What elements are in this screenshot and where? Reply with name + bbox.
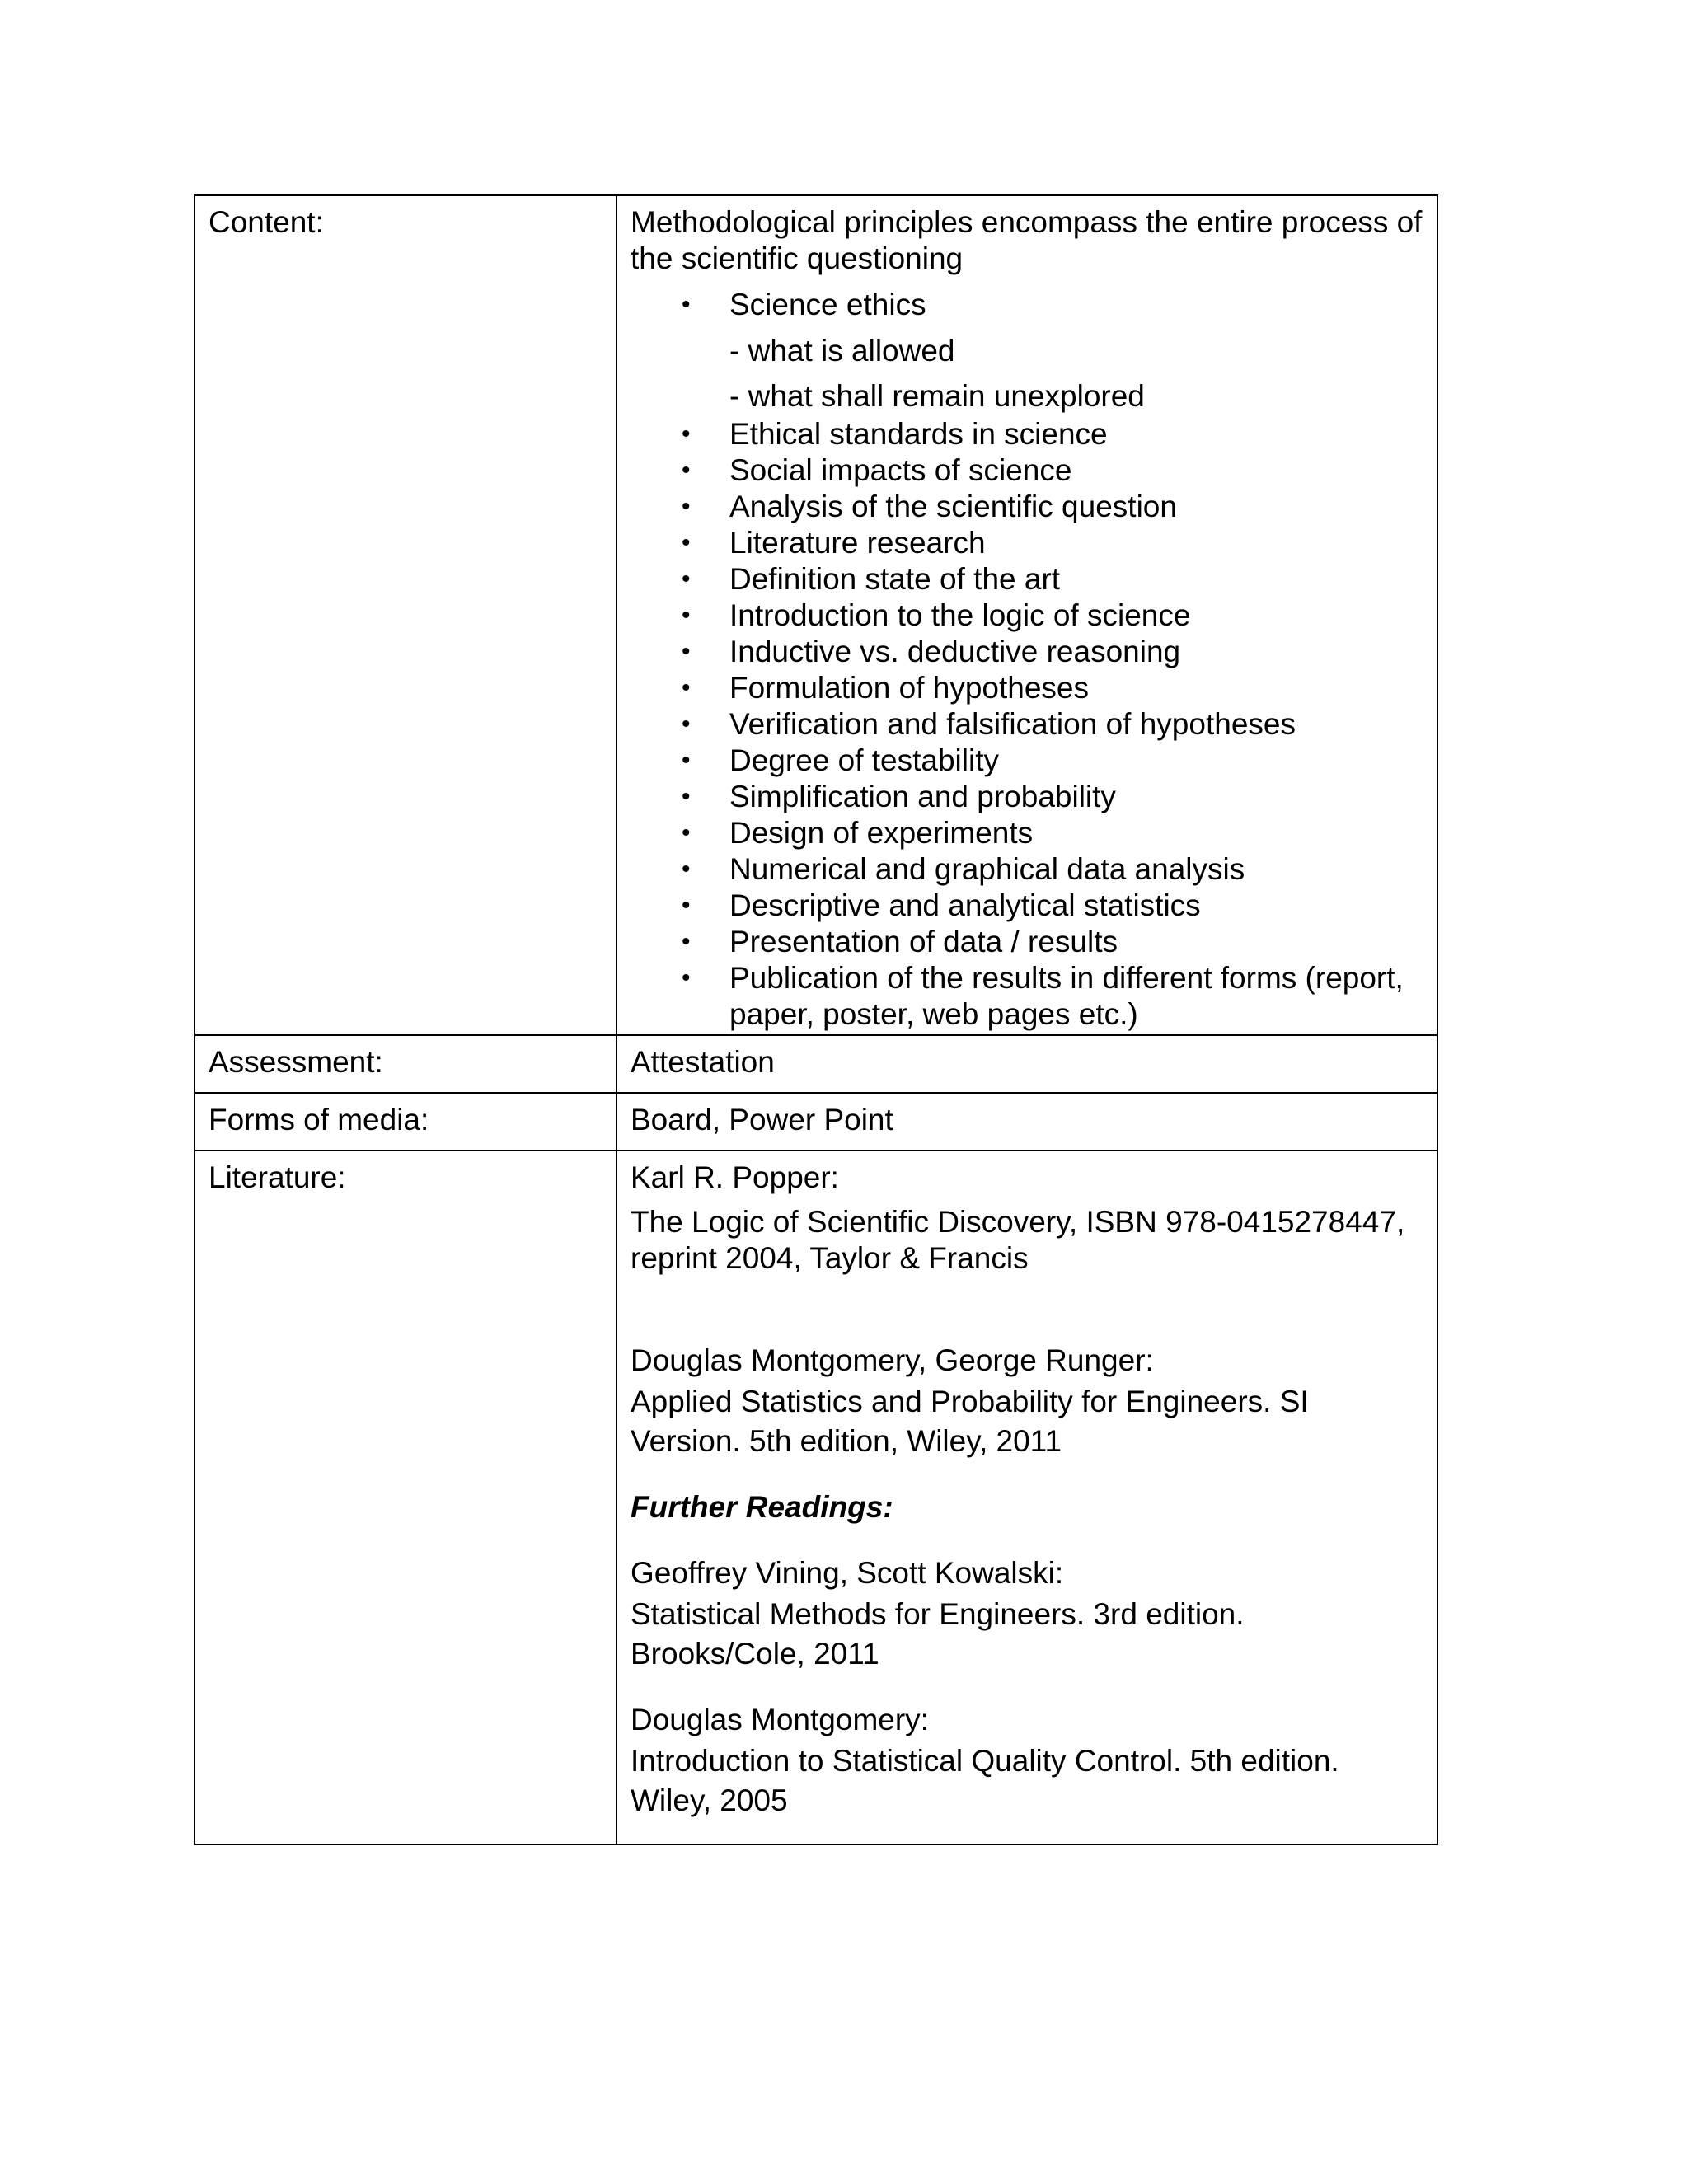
topic-label: Literature research [729, 526, 986, 560]
bullet-icon: • [682, 291, 691, 318]
topic-label: Science ethics [729, 288, 926, 321]
bullet-icon: • [682, 529, 691, 556]
topic-label: Analysis of the scientific question [729, 490, 1177, 523]
topic-label: Numerical and graphical data analysis [729, 852, 1245, 886]
literature-author: Douglas Montgomery, George Runger: [631, 1343, 1154, 1377]
topic-item [682, 888, 1423, 924]
topic-label: Degree of testability [729, 743, 1000, 777]
topic-item [682, 452, 1423, 489]
topic-label: Inductive vs. deductive reasoning [729, 635, 1181, 668]
literature-work: Applied Statistics and Probability for Engineers. SI Version. 5th edition, Wiley, 2011 [631, 1385, 1309, 1458]
topic-label: Formulation of hypotheses [729, 671, 1090, 705]
topic-item [682, 287, 1423, 416]
topic-label: Introduction to the logic of science [729, 598, 1191, 632]
topic-item [682, 743, 1423, 779]
topic-item [682, 489, 1423, 525]
bullet-icon: • [682, 565, 691, 593]
topic-label: Design of experiments [729, 816, 1034, 850]
literature-work: The Logic of Scientific Discovery, ISBN 978-0415278447, reprint 2004, Taylor & Francis [631, 1205, 1405, 1275]
media-value: Board, Power Point [617, 1093, 1437, 1151]
further-readings-heading: Further Readings: [631, 1490, 893, 1524]
topic-subitem: - what is allowed [729, 334, 955, 368]
literature-author: Geoffrey Vining, Scott Kowalski: [631, 1556, 1064, 1590]
topic-item [682, 670, 1423, 706]
topic-item [682, 924, 1423, 960]
topic-label: Definition state of the art [729, 562, 1061, 596]
topic-item [682, 634, 1423, 670]
topic-label: Descriptive and analytical statistics [729, 888, 1201, 922]
bullet-icon: • [682, 964, 691, 991]
bullet-icon: • [682, 457, 691, 484]
topic-item [682, 851, 1423, 888]
bullet-icon: • [682, 783, 691, 810]
assessment-value: Attestation [617, 1035, 1437, 1093]
bullet-icon: • [682, 819, 691, 846]
topic-label: Ethical standards in science [729, 417, 1108, 451]
topic-label: Presentation of data / results [729, 925, 1118, 958]
content-row [195, 195, 1437, 1035]
module-description-table [194, 194, 1438, 1845]
content-value [617, 195, 1437, 1035]
literature-entry [631, 1555, 1423, 1674]
topic-label: Social impacts of science [729, 453, 1072, 487]
literature-work: Introduction to Statistical Quality Control. 5th edition. Wiley, 2005 [631, 1744, 1339, 1817]
topic-label: Publication of the results in different forms (report, paper, poster, web pages etc.) [729, 961, 1404, 1031]
topic-item [682, 525, 1423, 561]
literature-entry [631, 1702, 1423, 1821]
content-intro: Methodological principles encompass the entire process of the scientific questioning [631, 205, 1423, 275]
content-label: Content: [195, 195, 617, 1035]
bullet-icon: • [682, 855, 691, 883]
literature-label: Literature: [195, 1151, 617, 1844]
topic-label: Verification and falsification of hypotheses [729, 707, 1296, 741]
assessment-label: Assessment: [195, 1035, 617, 1093]
assessment-row [195, 1035, 1437, 1093]
literature-author: Douglas Montgomery: [631, 1703, 929, 1736]
topic-item [682, 561, 1423, 598]
bullet-icon: • [682, 420, 691, 448]
media-row [195, 1093, 1437, 1151]
media-label: Forms of media: [195, 1093, 617, 1151]
topic-item [682, 416, 1423, 452]
topic-subitem: - what shall remain unexplored [729, 379, 1145, 413]
topic-label: Simplification and probability [729, 780, 1116, 813]
bullet-icon: • [682, 493, 691, 520]
topic-item [682, 815, 1423, 851]
literature-author: Karl R. Popper: [631, 1160, 839, 1194]
literature-entry [631, 1160, 1423, 1277]
bullet-icon: • [682, 638, 691, 665]
literature-row [195, 1151, 1437, 1844]
literature-value [617, 1151, 1437, 1844]
topic-item [682, 598, 1423, 634]
bullet-icon: • [682, 674, 691, 701]
topic-item [682, 706, 1423, 743]
bullet-icon: • [682, 928, 691, 955]
literature-entry [631, 1343, 1423, 1461]
literature-work: Statistical Methods for Engineers. 3rd edition. Brooks/Cole, 2011 [631, 1597, 1245, 1671]
topic-item [682, 960, 1423, 1033]
topic-item [682, 779, 1423, 815]
bullet-icon: • [682, 747, 691, 774]
bullet-icon: • [682, 710, 691, 738]
bullet-icon: • [682, 892, 691, 919]
bullet-icon: • [682, 602, 691, 629]
topic-list [631, 287, 1423, 1033]
